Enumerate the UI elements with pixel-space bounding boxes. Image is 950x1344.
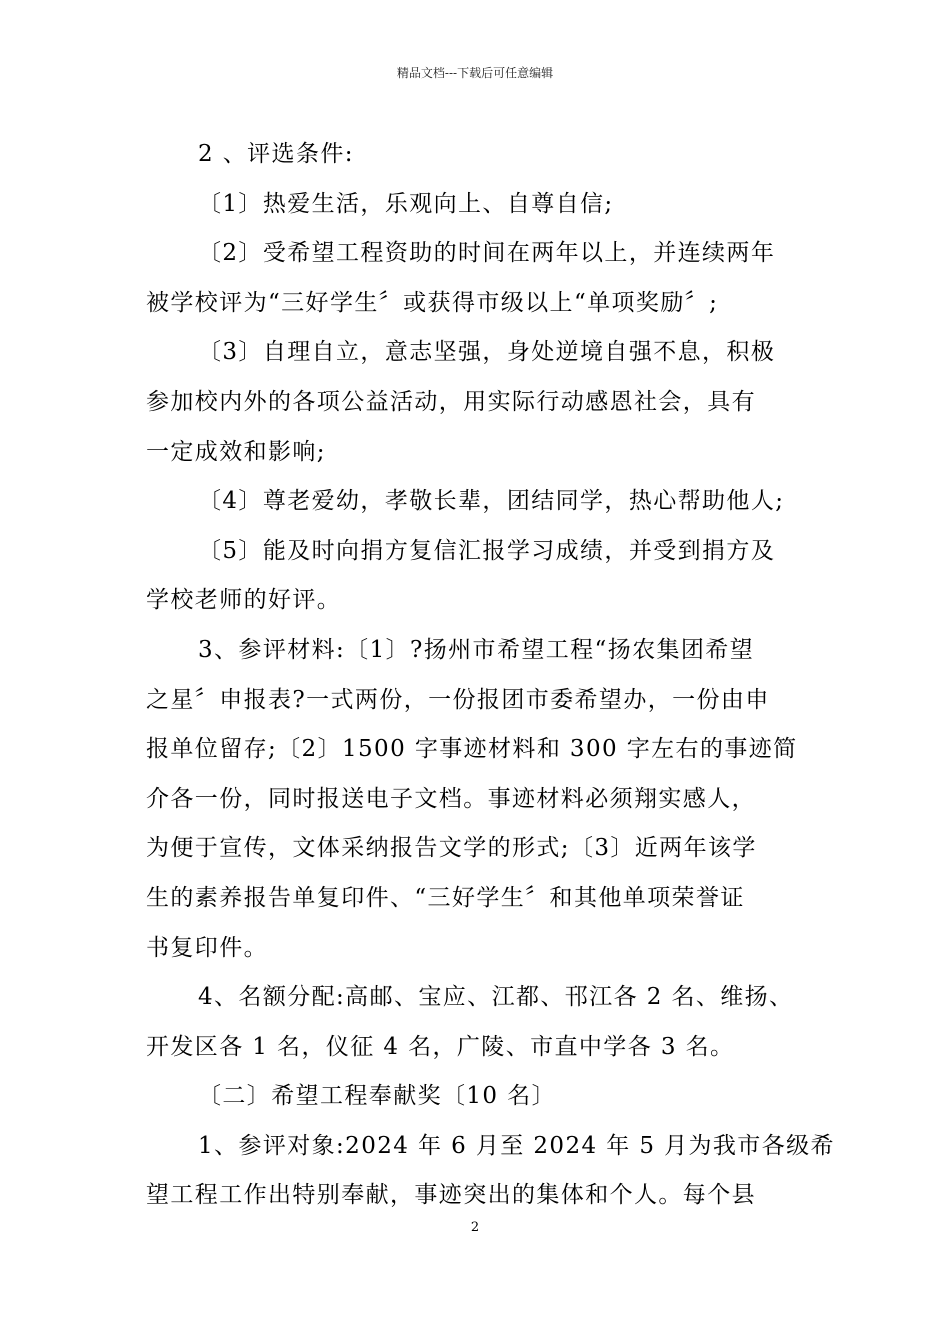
text-line: 〔1〕热爱生活，乐观向上、自尊自信; (198, 190, 614, 217)
text-line: 学校老师的好评。 (146, 587, 342, 614)
text-line: 〔3〕自理自立，意志坚强，身处逆境自强不息，积极 (198, 339, 776, 366)
text-line: 参加校内外的各项公益活动，用实际行动感恩社会，具有 (146, 388, 756, 415)
text-line: 1、参评对象:2024 年 6 月至 2024 年 5 月为我市各级希 (198, 1132, 835, 1159)
text-line: 报单位留存;〔2〕1500 字事迹材料和 300 字左右的事迹简 (146, 736, 798, 763)
document-body (146, 130, 835, 1221)
page-number: 2 (470, 1220, 480, 1235)
text-line: 为便于宣传，文体采纳报告文学的形式;〔3〕近两年该学 (146, 835, 757, 862)
text-line: 介各一份，同时报送电子文档。事迹材料必须翔实感人， (146, 785, 756, 812)
page-header: 精品文档---下载后可任意编辑 (396, 66, 554, 80)
text-line: 〔4〕尊老爱幼，孝敬长辈，团结同学，热心帮助他人; (198, 488, 785, 515)
text-line: 生的素养报告单复印件、“三好学生〞和其他单项荣誉证 (146, 884, 745, 911)
text-line: 〔2〕受希望工程资助的时间在两年以上，并连续两年 (198, 240, 776, 267)
text-line: 3、参评材料:〔1〕?扬州市希望工程“扬农集团希望 (198, 636, 755, 663)
text-line: 一定成效和影响; (146, 438, 326, 465)
text-line: 书复印件。 (146, 934, 268, 961)
text-line: 〔二〕希望工程奉献奖〔10 名〕 (198, 1083, 556, 1110)
text-line: 开发区各 1 名，仪征 4 名，广陵、市直中学各 3 名。 (146, 1033, 735, 1060)
text-line: 4、名额分配:高邮、宝应、江都、邗江各 2 名、维扬、 (198, 984, 794, 1011)
text-line: 被学校评为“三好学生〞或获得市级以上“单项奖励〞; (146, 289, 719, 316)
text-line: 〔5〕能及时向捐方复信汇报学习成绩，并受到捐方及 (198, 537, 776, 564)
text-line: 望工程工作出特别奉献，事迹突出的集体和个人。每个县 (146, 1182, 756, 1209)
text-line: 之星〞申报表?一式两份，一份报团市委希望办，一份由申 (146, 686, 770, 713)
text-line: 2 、评选条件: (198, 141, 354, 167)
